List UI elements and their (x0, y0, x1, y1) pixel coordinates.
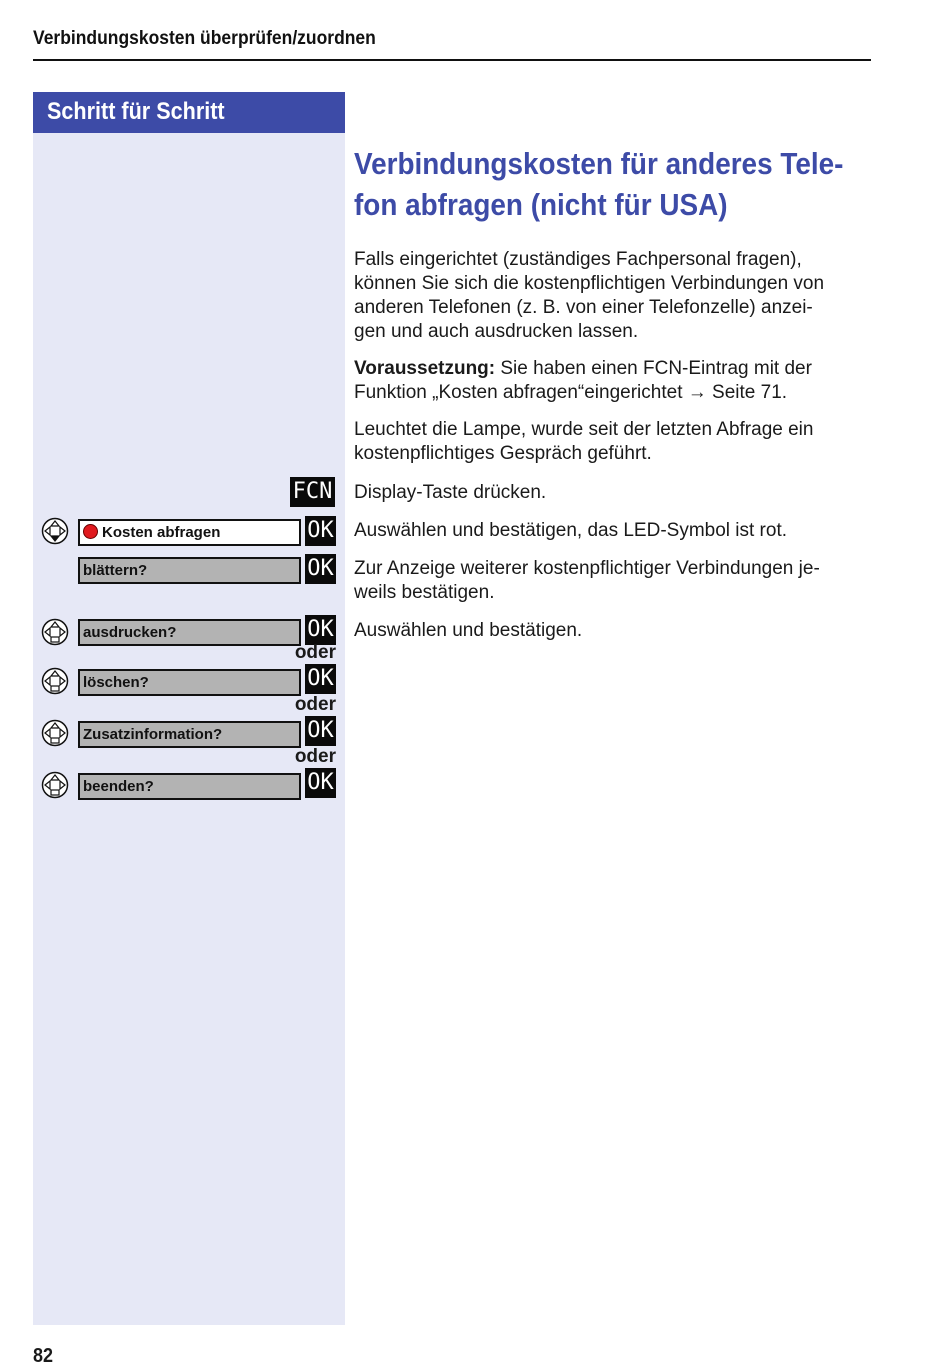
sidebar-heading (33, 92, 345, 133)
section-title (354, 143, 844, 225)
requirement-paragraph (354, 357, 874, 405)
navigator-icon[interactable] (41, 719, 69, 747)
fcn-key[interactable]: FCN (290, 477, 335, 507)
page-reference-link[interactable]: Seite 71. (706, 382, 788, 403)
display-option-beenden[interactable] (78, 773, 301, 800)
step-text (354, 519, 874, 543)
step-blaettern-text: Zur Anzeige weiterer kostenpflichtiger Verbindungen je- (354, 558, 820, 579)
sidebar-heading-label: Schritt für Schritt (47, 98, 225, 125)
ok-key[interactable]: OK (305, 664, 336, 694)
display-option-label: löschen? (83, 674, 149, 691)
section-title-line-1: Verbindungskosten für anderes Tele- (354, 146, 844, 181)
arrow-right-icon: → (687, 382, 707, 403)
step-blaettern-text: weils bestätigen. (354, 582, 495, 603)
intro-line: gen und auch ausdrucken lassen. (354, 321, 639, 342)
step-text (354, 557, 874, 605)
step-ausdrucken-text: Auswählen und bestätigen. (354, 620, 583, 641)
display-option-zusatzinformation[interactable] (78, 721, 301, 748)
page-header-title: Verbindungskosten überprüfen/zuordnen (33, 28, 376, 49)
led-icon (83, 524, 98, 539)
requirement-label: Voraussetzung: (354, 358, 496, 379)
intro-line: können Sie sich die kostenpflichtigen Verbindungen von (354, 273, 825, 294)
step-text (354, 619, 874, 643)
requirement-text: Sie haben einen FCN-Eintrag mit der (495, 358, 812, 379)
ok-key[interactable]: OK (305, 615, 336, 645)
step-fcn-text: Display-Taste drücken. (354, 482, 547, 503)
display-option-label: beenden? (83, 778, 154, 795)
header-rule (33, 59, 871, 61)
intro-line: Falls eingerichtet (zuständiges Fachpersonal fragen), (354, 249, 802, 270)
display-option-kosten[interactable] (78, 519, 301, 546)
display-option-label: ausdrucken? (83, 624, 177, 641)
step-text (354, 481, 874, 505)
ok-key[interactable]: OK (305, 516, 336, 546)
navigator-icon[interactable] (41, 618, 69, 646)
display-option-ausdrucken[interactable] (78, 619, 301, 646)
navigator-icon[interactable] (41, 771, 69, 799)
ok-key[interactable]: OK (305, 716, 336, 746)
intro-paragraph (354, 248, 874, 344)
display-option-label: Zusatzinformation? (83, 726, 223, 743)
display-option-blaettern[interactable] (78, 557, 301, 584)
display-option-label: Kosten abfragen (102, 524, 221, 541)
display-option-loeschen[interactable] (78, 669, 301, 696)
navigator-icon[interactable] (41, 517, 69, 545)
step-kosten-text: Auswählen und bestätigen, das LED-Symbol ist rot. (354, 520, 788, 541)
oder-label: oder (294, 746, 336, 767)
requirement-text: Funktion „Kosten abfragen“eingerichtet (354, 382, 688, 403)
navigator-icon[interactable] (41, 667, 69, 695)
ok-key[interactable]: OK (305, 554, 336, 584)
intro-line: anderen Telefonen (z. B. von einer Telefonzelle) anzei- (354, 297, 813, 318)
display-option-label: blättern? (83, 562, 148, 579)
ok-key[interactable]: OK (305, 768, 336, 798)
lamp-line: Leuchtet die Lampe, wurde seit der letzten Abfrage ein (354, 419, 814, 440)
lamp-paragraph (354, 418, 874, 466)
page-number: 82 (33, 1345, 54, 1367)
oder-label: oder (294, 642, 336, 663)
section-title-line-2: fon abfragen (nicht für USA) (354, 187, 728, 222)
lamp-line: kostenpflichtiges Gespräch geführt. (354, 443, 652, 464)
oder-label: oder (294, 694, 336, 715)
